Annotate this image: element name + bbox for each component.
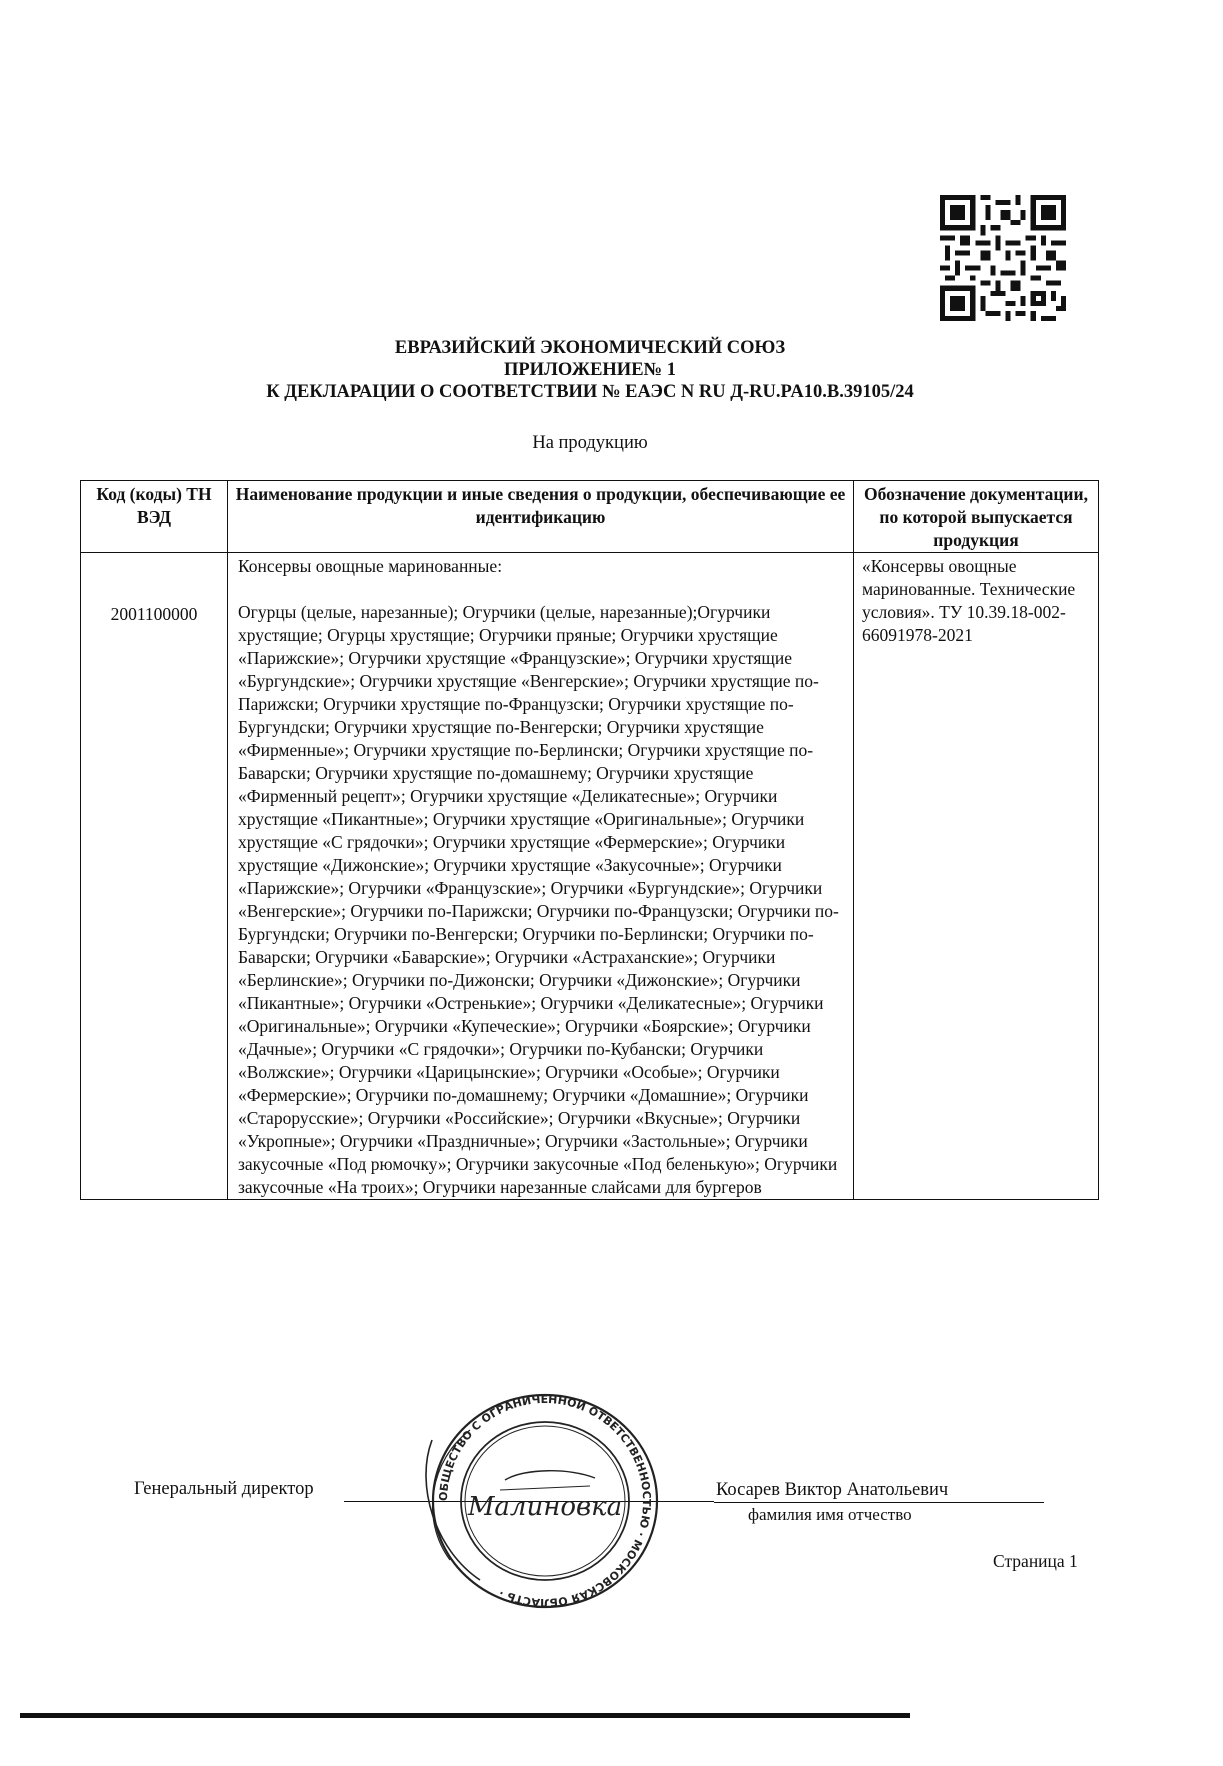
header-product-name: Наименование продукции и иные сведения о продукции, обеспечивающие ее идентификацию (228, 481, 854, 553)
signatory-position: Генеральный директор (134, 1479, 314, 1499)
page-number: Страница 1 (993, 1551, 1078, 1571)
name-line (714, 1502, 1044, 1503)
scan-edge-bar (20, 1713, 910, 1718)
name-caption: фамилия имя отчество (748, 1505, 912, 1524)
header-documentation: Обозначение документации, по которой выпускается продукция (854, 481, 1099, 553)
header-declaration-title: К ДЕКЛАРАЦИИ О СООТВЕТСТВИИ № ЕАЭС N RU Д-RU.PA10.B.39105/24 (266, 382, 914, 402)
product-list: Огурцы (целые, нарезанные); Огурчики (целые, нарезанные);Огурчики хрустящие; Огурцы хрустящие; Огурчики пряные; Огурчики хрустящие «Парижские»; Огурчики хрустящие «Французские»; Огурчики хрустящие «Бургундские»; Огурчики хрустящие «Венгерские»; Огурчики хрустящие по-Парижски; Огурчики хрустящие по-Французски; Огурчики хрустящие по-Бургундски; Огурчики хрустящие по-Венгерски; Огурчики хрустящие «Фирменные»; Огурчики хрустящие по-Берлински; Огурчики хрустящие по-Баварски; Огурчики хрустящие по-домашнему; Огурчики хрустящие «Фирменный рецепт»; Огурчики хрустящие «Деликатесные»; Огурчики хрустящие «Пикантные»; Огурчики хрустящие «Оригинальные»; Огурчики хрустящие «С грядочки»; Огурчики хрустящие «Фермерские»; Огурчики хрустящие «Дижонские»; Огурчики хрустящие «Закусочные»; Огурчики «Парижские»; Огурчики «Французские»; Огурчики «Бургундские»; Огурчики «Венгерские»; Огурчики по-Парижски; Огурчики по-Французски; Огурчики по-Бургундски; Огурчики по-Венгерски; Огурчики по-Берлински; Огурчики по-Баварски; Огурчики «Баварские»; Огурчики «Астраханские»; Огурчики «Берлинские»; Огурчики по-Дижонски; Огурчики «Дижонские»; Огурчики «Пикантные»; Огурчики «Остренькие»; Огурчики «Деликатесные»; Огурчики «Оригинальные»; Огурчики «Купеческие»; Огурчики «Боярские»; Огурчики «Дачные»; Огурчики «С грядочки»; Огурчики по-Кубански; Огурчики «Волжские»; Огурчики «Царицынские»; Огурчики «Особые»; Огурчики «Фермерские»; Огурчики по-домашнему; Огурчики «Домашние»; Огурчики «Старорусские»; Огурчики «Российские»; Огурчики «Вкусные»; Огурчики «Укропные»; Огурчики «Праздничные»; Огурчики «Застольные»; Огурчики закусочные «Под рюмочку»; Огурчики закусочные «Под беленькую»; Огурчики закусочные «На троих»; Огурчики нарезанные слайсами для бургеров (238, 602, 839, 1197)
table-header-row (81, 481, 1099, 553)
subheading: На продукцию (532, 433, 648, 453)
header-union-title: ЕВРАЗИЙСКИЙ ЭКОНОМИЧЕСКИЙ СОЮЗ (394, 338, 786, 358)
table-row (81, 553, 1099, 1200)
seal-center-text: Малиновка (467, 1492, 623, 1522)
document-header (80, 337, 1100, 403)
product-group-title: Консервы овощные маринованные: (238, 556, 503, 576)
header-code: Код (коды) ТН ВЭД (81, 481, 228, 553)
cell-documentation: «Консервы овощные маринованные. Технические условия». ТУ 10.39.18-002-66091978-2021 (854, 553, 1099, 1200)
header-appendix-title: ПРИЛОЖЕНИЕ№ 1 (503, 360, 676, 380)
cell-description (228, 553, 854, 1200)
seal-ring-text: ОБЩЕСТВО С ОГРАНИЧЕННОЙ ОТВЕТСТВЕННОСТЬЮ · МОСКОВСКАЯ ОБЛАСТЬ · (436, 1392, 654, 1610)
cell-code: 2001100000 (81, 553, 228, 1200)
signatory-name: Косарев Виктор Анатольевич (716, 1480, 949, 1500)
company-seal-icon (410, 1390, 680, 1612)
qr-code-icon (935, 195, 1071, 321)
product-table (80, 480, 1099, 1200)
